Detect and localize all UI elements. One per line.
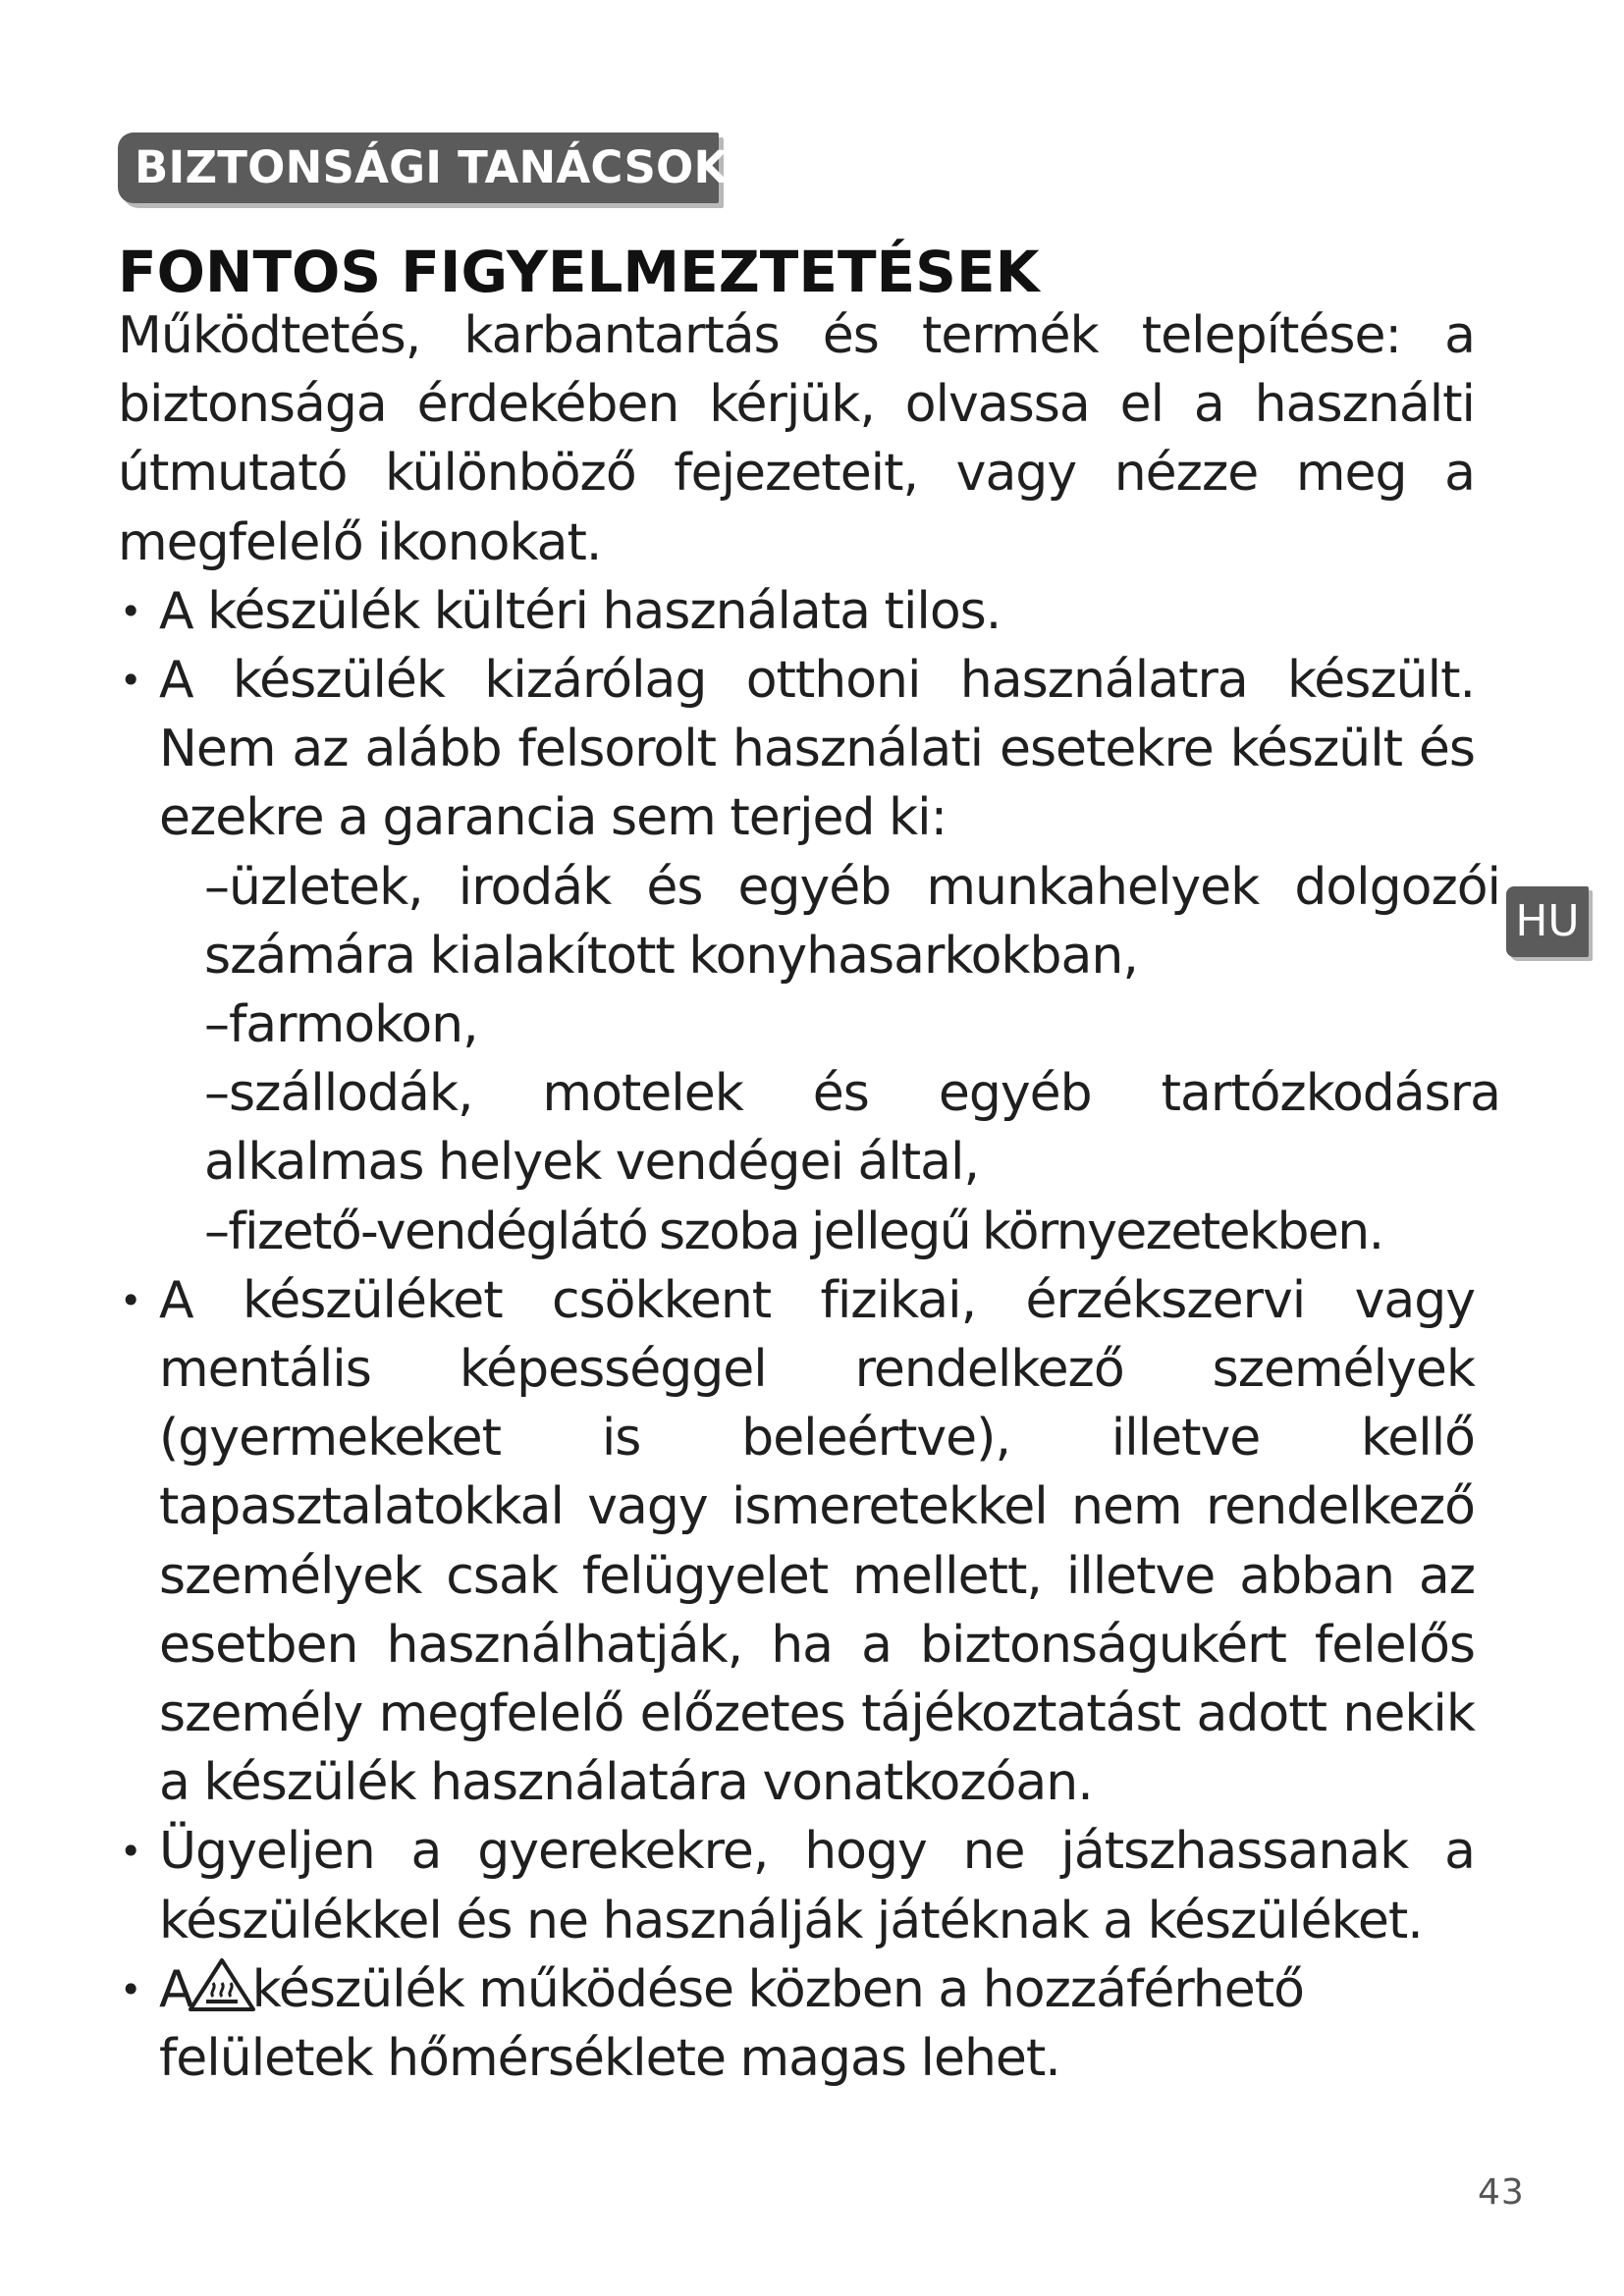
list-item: –fizető-vendéglátó szoba jellegű környezetekben. xyxy=(204,1201,1383,1261)
page-number: 43 xyxy=(1478,2172,1525,2213)
hot-surface-warning-icon xyxy=(188,1957,256,2012)
bullet-icon: • xyxy=(120,659,141,703)
excluded-uses-list xyxy=(118,853,1500,1266)
section-tag: BIZTONSÁGI TANÁCSOK xyxy=(118,133,719,203)
bullet-item xyxy=(118,646,1475,853)
intro-paragraph: Működtetés, karbantartás és termék telepítése: a biztonsága érdekében kérjük, olvassa el a használti útmutató különböző fejezeteit, vagy nézze meg a megfelelő ikonokat. xyxy=(118,306,1475,572)
bullet-text: A készüléket csökkent fizikai, érzékszervi vagy mentális képességgel rendelkező személyek (gyermekeket is beleértve), illetve kellő tapasztalatokkal vagy ismeretekkel nem rendelkező személyek csak felügyelet mellett, illetve abban az esetben használhatják, ha a biztonságukért felelős személy megfelelő előzetes tájékoztatást adott nekik a készülék használatára vonatkozóan. xyxy=(159,1270,1475,1813)
bullet-icon: • xyxy=(120,1278,141,1322)
bullet-text-start: A xyxy=(159,1959,193,2019)
page-title: FONTOS FIGYELMEZTETÉSEK xyxy=(118,239,1040,305)
bullet-icon: • xyxy=(120,1830,141,1874)
safety-text-body xyxy=(118,301,1500,2093)
language-tab: HU xyxy=(1506,886,1589,957)
bullet-item xyxy=(118,1266,1475,1818)
bullet-icon: • xyxy=(120,589,141,633)
list-item: –farmokon, xyxy=(204,995,478,1055)
bullet-text: A készülék kültéri használata tilos. xyxy=(159,581,1001,641)
bullet-text: A készülék kizárólag otthoni használatra készült. Nem az alább felsorolt használati esetekre készült és ezekre a garancia sem terjed ki: xyxy=(159,651,1475,848)
list-item: –üzletek, irodák és egyéb munkahelyek dolgozói számára kialakított konyhasarkokban, xyxy=(204,857,1500,986)
bullet-item xyxy=(118,577,1475,646)
bullet-text: Ügyeljen a gyerekekre, hogy ne játszhassanak a készülékkel és ne használják játéknak a készüléket. xyxy=(159,1822,1475,1950)
bullet-text: készülék működése közben a hozzáférhető felületek hőmérséklete magas lehet. xyxy=(159,1959,1304,2089)
bullet-icon: • xyxy=(120,1967,141,2011)
bullet-item xyxy=(118,1817,1475,1954)
list-item: –szállodák, motelek és egyéb tartózkodásra alkalmas helyek vendégei által, xyxy=(204,1064,1500,1193)
bullet-item xyxy=(118,1955,1475,2093)
